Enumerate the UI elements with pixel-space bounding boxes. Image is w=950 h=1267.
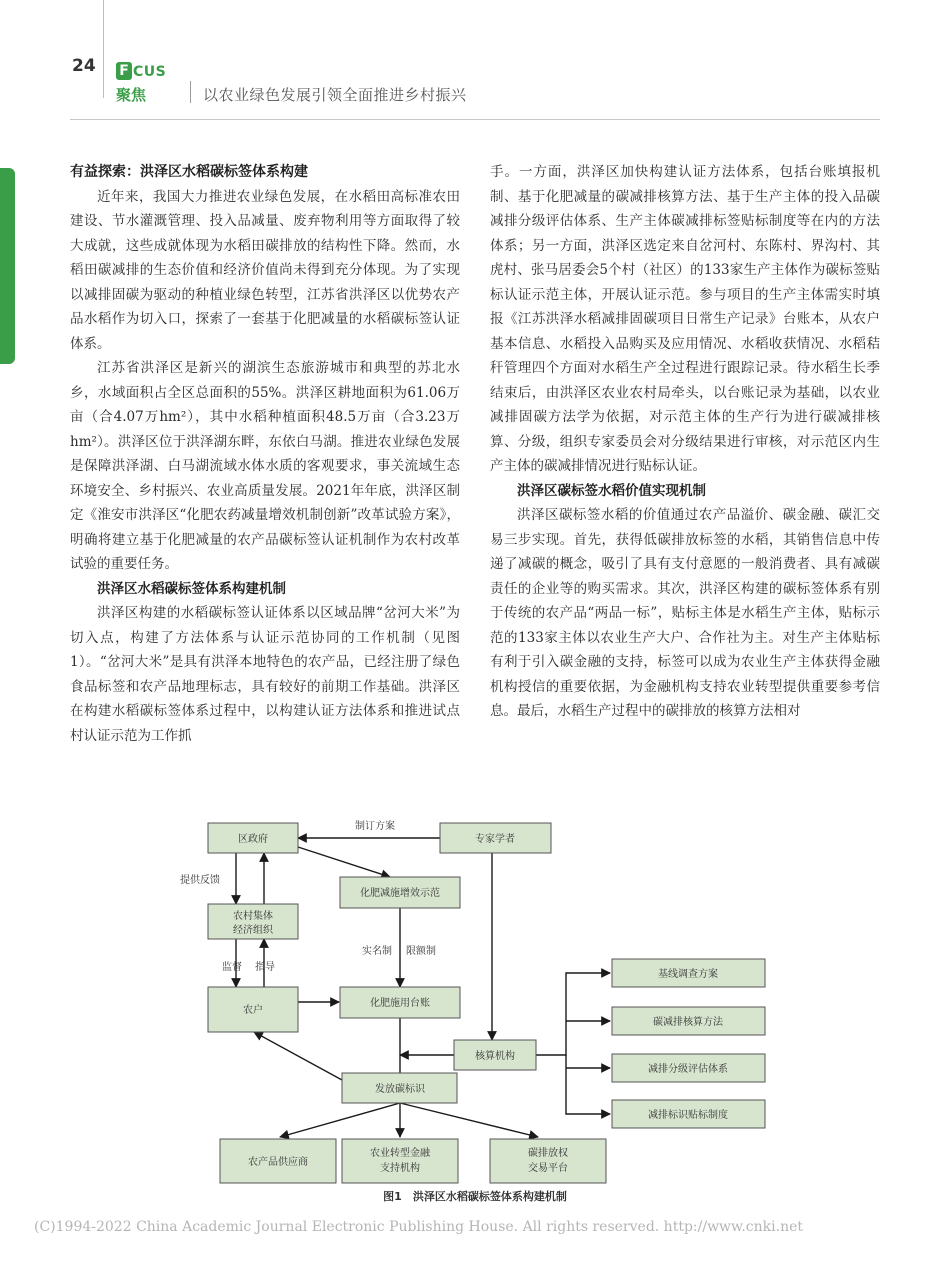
node-accounting-method [612,1007,765,1035]
arrow-gov-to-demo [298,847,390,877]
left-column [70,160,460,748]
paragraph: 手。一方面，洪泽区加快构建认证方法体系，包括台账填报机制、基于化肥减量的碳减排核算方法、基于生产主体的投入品碳减排分级评估体系、生产主体碳减排标签贴标制度等在内的方法体系；另一方面，洪泽区选定来自岔河村、东陈村、界沟村、其虎村、张马居委会5个村（社区）的133家生产主体作为碳标签贴标认证示范主体，开展认证示范。参与项目的生产主体需实时填报《江苏洪泽水稻减排固碳项目日常生产记录》台账本，从农户基本信息、水稻投入品购买及应用情况、水稻收获情况、水稻秸秆管理四个方面对水稻生产全过程进行跟踪记录。待水稻生长季结束后，由洪泽区农业农村局牵头，以台账记录为基础，以农业减排固碳方法学为依据，对示范主体的生产行为进行碳减排核算、分级，组织专家委员会对分级结果进行审核，对示范区内生产主体的碳减排情况进行贴标认证。 [490,164,880,474]
running-title: 以农业绿色发展引领全面推进乡村振兴 [203,86,467,104]
node-labeling-system [612,1100,765,1128]
arrow-issue-to-trading [400,1103,538,1137]
node-fertilizer-ledger [340,987,460,1018]
paragraph: 江苏省洪泽区是新兴的湖滨生态旅游城市和典型的苏北水乡，水域面积占全区总面积的55%。洪泽区耕地面积为61.06万亩（合4.07万hm²），其中水稻种植面积48.5万亩（合3.23万hm²）。洪泽区位于洪泽湖东畔，东依白马湖。推进农业绿色发展是保障洪泽湖、白马湖流域水体水质的客观要求，事关流域生态环境安全、乡村振兴、农业高质量发展。2021年年底，洪泽区制定《淮安市洪泽区“化肥农药减量增效机制创新”改革试验方案》，明确将建立基于化肥减量的农产品碳标签认证机制作为农村改革试验的重要任务。 [70,360,460,572]
figure-1-flowchart [180,815,780,1185]
node-label: 化肥施用台账 [370,998,430,1009]
node-village-collective [208,904,298,939]
node-accounting-body [454,1040,536,1070]
node-label: 核算机构 [475,1051,515,1062]
article-heading: 有益探索：洪泽区水稻碳标签体系构建 [70,164,308,180]
node-label: 减排标识贴标制度 [648,1110,728,1121]
node-label: 交易平台 [528,1163,568,1174]
node-farmers [208,987,298,1032]
page-number: 24 [72,56,96,76]
section-label: 聚焦 [116,86,147,104]
node-label: 化肥减施增效示范 [360,888,440,899]
subheading: 洪泽区水稻碳标签体系构建机制 [97,580,286,597]
node-district-government [208,823,298,853]
subheading: 洪泽区碳标签水稻价值实现机制 [517,482,706,499]
node-label: 经济组织 [233,925,273,936]
node-label: 农户 [243,1005,263,1016]
node-label: 农产品供应商 [248,1157,308,1168]
node-label: 减排分级评估体系 [648,1064,728,1075]
green-side-tab [0,168,15,364]
node-label: 农村集体 [233,911,273,922]
paragraph: 洪泽区构建的水稻碳标签认证体系以区域品牌“岔河大米”为切入点，构建了方法体系与认证示范协同的工作机制（见图1）。“岔河大米”是具有洪泽本地特色的农产品，已经注册了绿色食品标签和农产品地理标志，具有较好的前期工作基础。洪泽区在构建水稻碳标签体系过程中，以构建认证方法体系和推进试点村认证示范为工作抓 [70,605,460,744]
node-product-supplier [220,1139,336,1183]
node-label: 支持机构 [380,1163,420,1174]
node-label: 区政府 [238,834,268,845]
edge-label-supervise: 监督 [222,962,242,973]
right-column [490,160,880,724]
header-rule [70,119,880,120]
node-issue-carbon-label [342,1073,457,1103]
header-separator [190,81,191,103]
edge-label-quota: 限额制 [406,946,436,957]
node-baseline-survey [612,959,765,987]
edge-label-guide: 指导 [255,962,275,973]
focus-logo [116,58,166,80]
edge-label-real-name: 实名制 [362,946,392,957]
focus-logo-text: CUS [133,64,167,80]
focus-logo-letter: F [116,62,132,80]
figure-caption: 图1 洪泽区水稻碳标签体系构建机制 [383,1190,567,1203]
arrow-accounting-to-method-branches [536,973,610,1055]
node-grading-system [612,1054,765,1082]
node-finance-institution [342,1139,458,1183]
edge-label-formulate-plan: 制订方案 [355,821,395,832]
node-trading-platform [490,1139,606,1183]
node-label: 农业转型金融 [370,1148,430,1159]
node-label: 基线调查方案 [658,969,718,980]
copyright-footer: (C)1994-2022 China Academic Journal Electronic Publishing House. All rights reserved. http://www.cnki.net [34,1219,804,1235]
node-label: 发放碳标识 [375,1084,425,1095]
node-fertilizer-demo [340,877,460,908]
arrow-issue-to-supplier [280,1103,400,1137]
arrow-issue-to-farmers [254,1032,342,1080]
node-label: 碳排放权 [528,1148,568,1159]
header-divider-vertical [103,0,104,98]
node-experts [440,823,551,853]
paragraph: 洪泽区碳标签水稻的价值通过农产品溢价、碳金融、碳汇交易三步实现。首先，获得低碳排放标签的水稻，其销售信息中传递了减碳的概念，吸引了具有支付意愿的一般消费者、具有减碳责任的企业等的购买需求。其次，洪泽区构建的碳标签体系有别于传统的农产品“两品一标”，贴标主体是水稻生产主体，贴标示范的133家主体以农业生产大户、合作社为主。对生产主体贴标有利于引入碳金融的支持，标签可以成为农业生产主体获得金融机构授信的重要依据，为金融机构支持农业转型提供重要参考信息。最后，水稻生产过程中的碳排放的核算方法相对 [490,507,880,719]
node-label: 碳减排核算方法 [653,1017,723,1028]
paragraph: 近年来，我国大力推进农业绿色发展，在水稻田高标准农田建设、节水灌溉管理、投入品减量、废弃物利用等方面取得了较大成就，这些成就体现为水稻田碳排放的结构性下降。然而，水稻田碳减排的生态价值和经济价值尚未得到充分体现。为了实现以减排固碳为驱动的种植业绿色转型，江苏省洪泽区以优势农产品水稻作为切入口，探索了一套基于化肥减量的水稻碳标签认证体系。 [70,188,460,352]
arrow-to-labeling-system [566,1055,610,1114]
node-label: 专家学者 [475,834,515,845]
edge-label-feedback: 提供反馈 [180,875,220,886]
